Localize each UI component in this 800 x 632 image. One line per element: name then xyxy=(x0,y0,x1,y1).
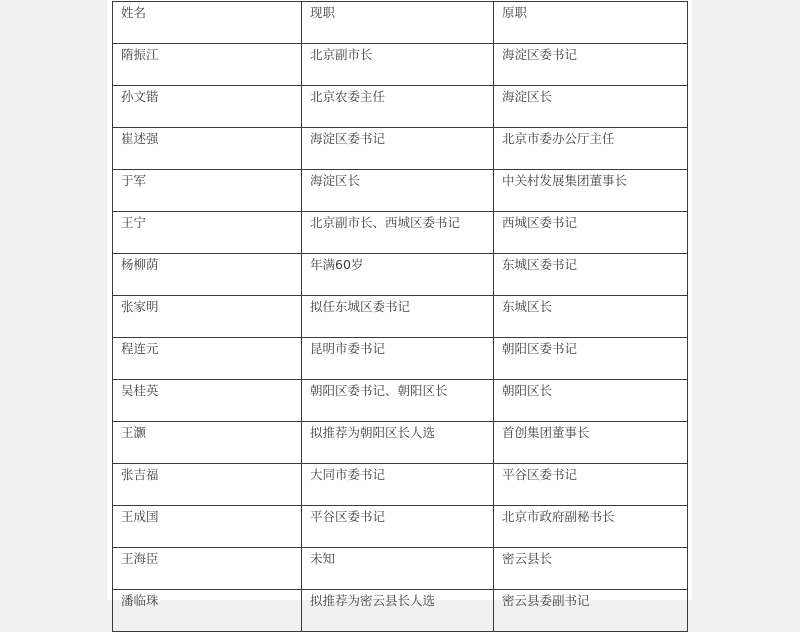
cell-former-position: 北京市委办公厅主任 xyxy=(494,128,688,170)
cell-current-position: 海淀区委书记 xyxy=(302,128,494,170)
table-row xyxy=(113,212,688,254)
cell-current-position: 平谷区委书记 xyxy=(302,506,494,548)
cell-former-position: 朝阳区长 xyxy=(494,380,688,422)
header-name: 姓名 xyxy=(113,2,302,44)
cell-former-position: 东城区委书记 xyxy=(494,254,688,296)
document-page xyxy=(107,0,692,608)
cell-current-position: 拟推荐为朝阳区长人选 xyxy=(302,422,494,464)
table-row xyxy=(113,86,688,128)
table-row xyxy=(113,380,688,422)
cell-former-position: 密云县委副书记 xyxy=(494,590,688,632)
cell-name: 张吉福 xyxy=(113,464,302,506)
cell-name: 王成国 xyxy=(113,506,302,548)
cell-name: 王宁 xyxy=(113,212,302,254)
officials-table xyxy=(112,1,688,632)
cell-former-position: 平谷区委书记 xyxy=(494,464,688,506)
cell-former-position: 朝阳区委书记 xyxy=(494,338,688,380)
cell-former-position: 西城区委书记 xyxy=(494,212,688,254)
cell-name: 隋振江 xyxy=(113,44,302,86)
cell-former-position: 海淀区长 xyxy=(494,86,688,128)
cell-current-position: 年满60岁 xyxy=(302,254,494,296)
cell-current-position: 朝阳区委书记、朝阳区长 xyxy=(302,380,494,422)
cell-current-position: 大同市委书记 xyxy=(302,464,494,506)
cell-name: 崔述强 xyxy=(113,128,302,170)
table-row xyxy=(113,128,688,170)
cell-name: 于军 xyxy=(113,170,302,212)
cell-former-position: 东城区长 xyxy=(494,296,688,338)
cell-name: 杨柳荫 xyxy=(113,254,302,296)
cell-former-position: 首创集团董事长 xyxy=(494,422,688,464)
cell-former-position: 密云县长 xyxy=(494,548,688,590)
table-row xyxy=(113,296,688,338)
table-row xyxy=(113,464,688,506)
cell-current-position: 海淀区长 xyxy=(302,170,494,212)
cell-name: 程连元 xyxy=(113,338,302,380)
cell-name: 孙文锴 xyxy=(113,86,302,128)
cell-name: 王海臣 xyxy=(113,548,302,590)
cell-current-position: 昆明市委书记 xyxy=(302,338,494,380)
cell-name: 吴桂英 xyxy=(113,380,302,422)
table-row xyxy=(113,254,688,296)
cell-name: 潘临珠 xyxy=(113,590,302,632)
cell-current-position: 拟任东城区委书记 xyxy=(302,296,494,338)
table-row xyxy=(113,548,688,590)
cell-former-position: 北京市政府副秘书长 xyxy=(494,506,688,548)
cell-former-position: 海淀区委书记 xyxy=(494,44,688,86)
cell-name: 张家明 xyxy=(113,296,302,338)
table-row xyxy=(113,506,688,548)
cell-current-position: 未知 xyxy=(302,548,494,590)
table-row xyxy=(113,338,688,380)
header-former-position: 原职 xyxy=(494,2,688,44)
cell-current-position: 拟推荐为密云县长人选 xyxy=(302,590,494,632)
cell-former-position: 中关村发展集团董事长 xyxy=(494,170,688,212)
table-row xyxy=(113,422,688,464)
table-header-row xyxy=(113,2,688,44)
cell-name: 王灏 xyxy=(113,422,302,464)
cell-current-position: 北京副市长 xyxy=(302,44,494,86)
table-row xyxy=(113,590,688,632)
table-row xyxy=(113,44,688,86)
cell-current-position: 北京农委主任 xyxy=(302,86,494,128)
header-current-position: 现职 xyxy=(302,2,494,44)
cell-current-position: 北京副市长、西城区委书记 xyxy=(302,212,494,254)
table-row xyxy=(113,170,688,212)
